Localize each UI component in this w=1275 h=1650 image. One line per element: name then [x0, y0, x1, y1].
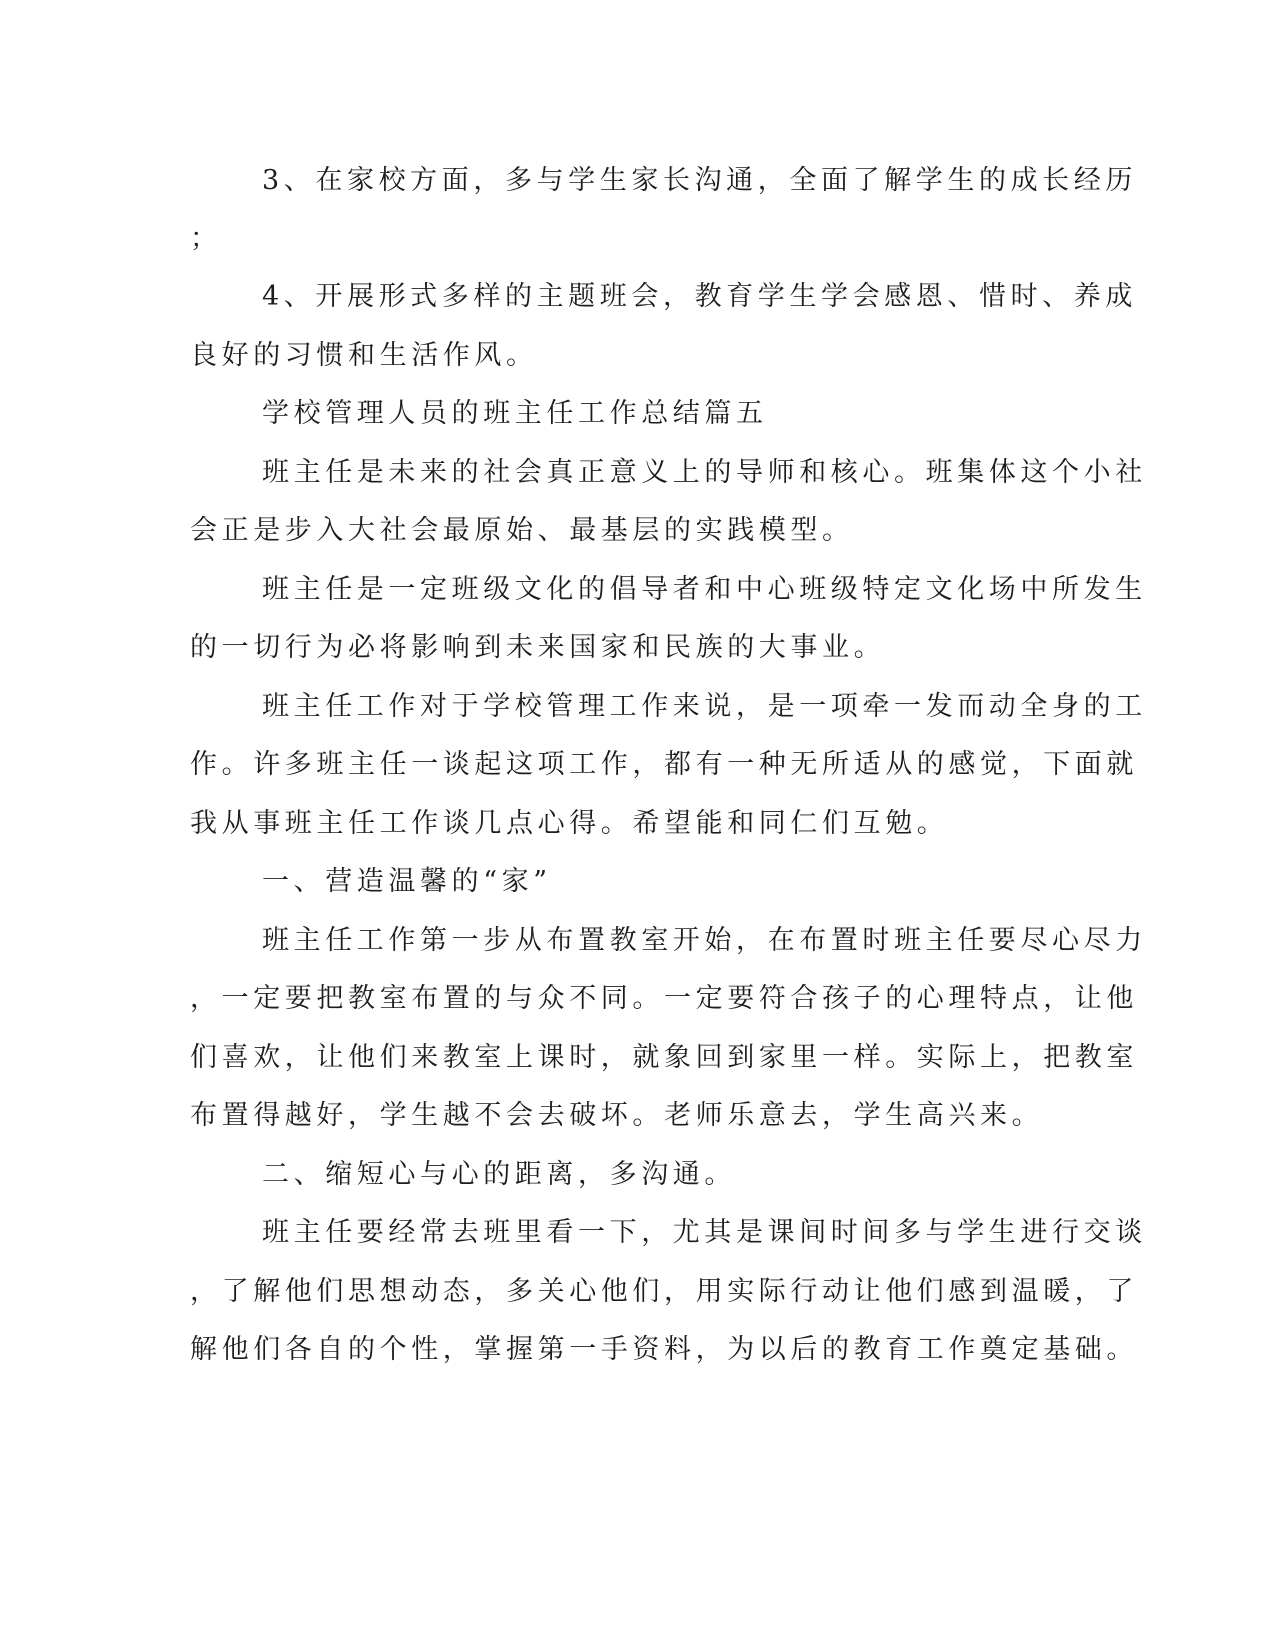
paragraph-line: 作。许多班主任一谈起这项工作，都有一种无所适从的感觉，下面就: [190, 749, 1138, 780]
paragraph-line: 班主任是一定班级文化的倡导者和中心班级特定文化场中所发生: [262, 574, 1147, 605]
paragraph-line: 班主任工作第一步从布置教室开始，在布置时班主任要尽心尽力: [262, 925, 1147, 956]
paragraph-line: 良好的习惯和生活作风。: [190, 340, 538, 371]
paragraph-line: ，了解他们思想动态，多关心他们，用实际行动让他们感到温暖，了: [190, 1276, 1138, 1307]
section-heading: 一、营造温馨的“家”: [262, 866, 552, 897]
paragraph-line: 的一切行为必将影响到未来国家和民族的大事业。: [190, 632, 886, 663]
paragraph-line: 4、开展形式多样的主题班会，教育学生学会感恩、惜时、养成: [262, 281, 1137, 312]
paragraph-line: 3、在家校方面，多与学生家长沟通，全面了解学生的成长经历: [262, 165, 1137, 196]
paragraph-line: 我从事班主任工作谈几点心得。希望能和同仁们互勉。: [190, 808, 949, 839]
section-heading: 二、缩短心与心的距离，多沟通。: [262, 1159, 736, 1190]
paragraph-line: 会正是步入大社会最原始、最基层的实践模型。: [190, 515, 854, 546]
paragraph-line: 班主任要经常去班里看一下，尤其是课间时间多与学生进行交谈: [262, 1217, 1147, 1248]
paragraph-line: 班主任工作对于学校管理工作来说，是一项牵一发而动全身的工: [262, 691, 1147, 722]
section-heading: 学校管理人员的班主任工作总结篇五: [262, 398, 768, 429]
paragraph-line: ；: [190, 223, 222, 254]
paragraph-line: 布置得越好，学生越不会去破坏。老师乐意去，学生高兴来。: [190, 1100, 1044, 1131]
paragraph-line: 们喜欢，让他们来教室上课时，就象回到家里一样。实际上，把教室: [190, 1042, 1138, 1073]
paragraph-line: 解他们各自的个性，掌握第一手资料，为以后的教育工作奠定基础。: [190, 1334, 1138, 1365]
paragraph-line: 班主任是未来的社会真正意义上的导师和核心。班集体这个小社: [262, 457, 1147, 488]
paragraph-line: ，一定要把教室布置的与众不同。一定要符合孩子的心理特点，让他: [190, 983, 1138, 1014]
